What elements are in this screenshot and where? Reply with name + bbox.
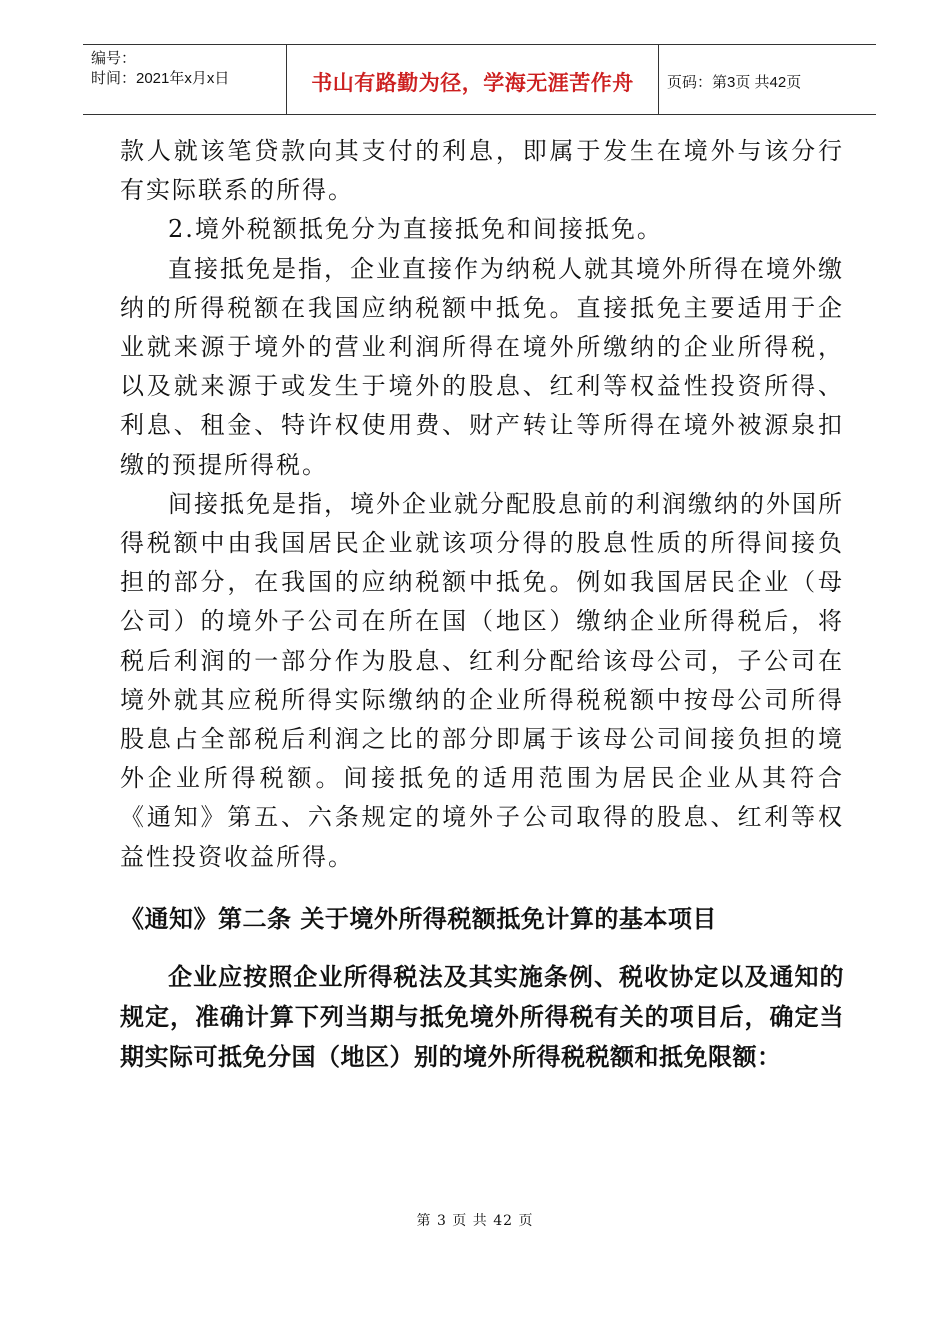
page-footer: 第 3 页 共 42 页: [416, 1213, 534, 1229]
body-paragraph-item-2: 2.境外税额抵免分为直接抵免和间接抵免。: [168, 215, 663, 244]
document-time-label: 时间：2021年x月x日: [91, 70, 230, 87]
header-page-cell: [659, 45, 876, 114]
header-page-info: 页码：第3页 共42页: [667, 74, 802, 91]
document-body: [120, 132, 844, 1077]
body-paragraph-continuation: 款人就该笔贷款向其支付的利息，即属于发生在境外与该分行有实际联系的所得。: [120, 137, 844, 205]
body-paragraph-indirect-credit: 间接抵免是指，境外企业就分配股息前的利润缴纳的外国所得税额中由我国居民企业就该项分得的股息性质的所得间接负担的部分，在我国的应纳税额中抵免。例如我国居民企业（母公司）的境外子公司在所在国（地区）缴纳企业所得税后，将税后利润的一部分作为股息、红利分配给该母公司，子公司在境外就其应税所得实际缴纳的企业所得税税额中按母公司所得股息占全部税后利润之比的部分即属于该母公司间接负担的境外企业所得税额。间接抵免的适用范围为居民企业从其符合《通知》第五、六条规定的境外子公司取得的股息、红利等权益性投资收益所得。: [120, 489, 844, 871]
bold-paragraph: 企业应按照企业所得税法及其实施条例、税收协定以及通知的规定，准确计算下列当期与抵免境外所得税有关的项目后，确定当期实际可抵免分国（地区）别的境外所得税税额和抵免限额：: [120, 962, 844, 1071]
header-motto-cell: [287, 45, 659, 114]
page-header: [83, 44, 876, 115]
body-paragraph-direct-credit: 直接抵免是指，企业直接作为纳税人就其境外所得在境外缴纳的所得税额在我国应纳税额中抵免。直接抵免主要适用于企业就来源于境外的营业利润所得在境外所缴纳的企业所得税，以及就来源于或发生于境外的股息、红利等权益性投资所得、利息、租金、特许权使用费、财产转让等所得在境外被源泉扣缴的预提所得税。: [120, 254, 844, 479]
document-number-label: 编号：: [91, 50, 137, 67]
section-heading: 《通知》第二条 关于境外所得税额抵免计算的基本项目: [120, 904, 717, 933]
header-meta-cell: [83, 45, 287, 114]
header-motto: 书山有路勤为径，学海无涯苦作舟: [311, 70, 634, 95]
